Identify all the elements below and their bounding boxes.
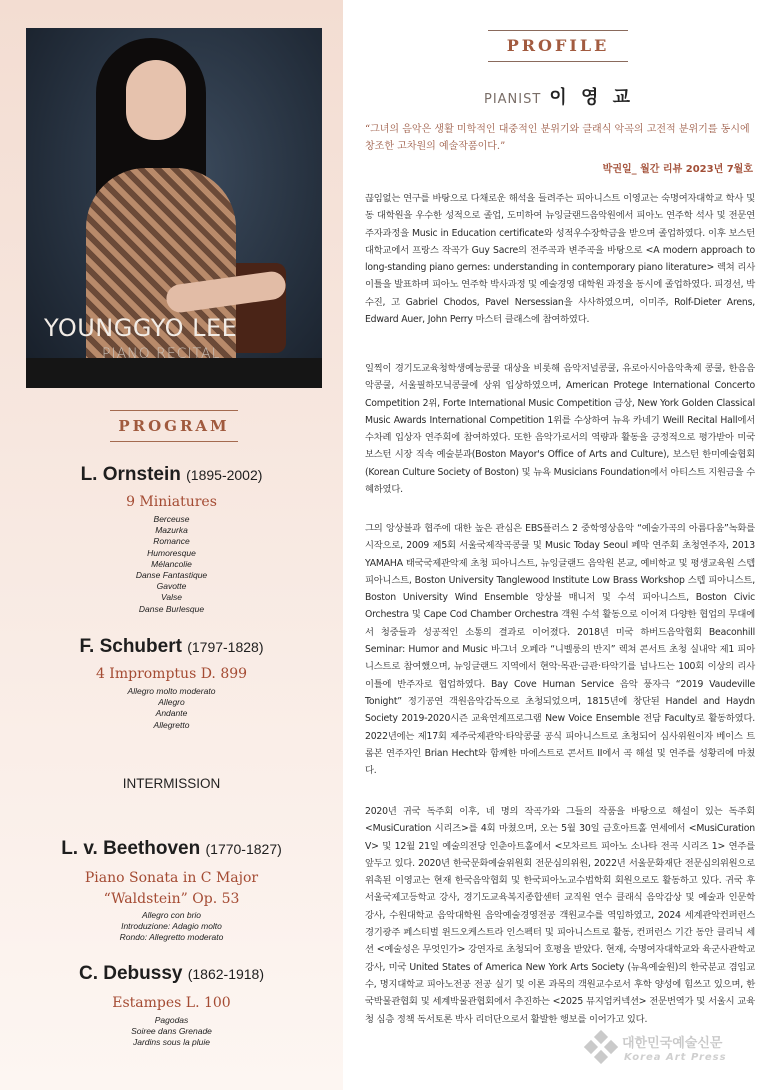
movement: Danse Burlesque [138,603,205,614]
work-title: 9 Miniatures [126,494,217,510]
composer-label: L. v. Beethoven [61,838,201,859]
movement: Rondo: Allegretto moderato [119,932,224,943]
watermark-title: 대한민국예술신문 [622,1036,723,1051]
movement: Mazurka [155,525,188,536]
pianist-name: 이 영 교 [549,87,635,108]
press-logo-icon [584,1030,618,1064]
movement: Soiree dans Grenade [131,1026,212,1037]
program-panel [0,0,343,1090]
composer-years: (1797-1828) [187,639,264,655]
quote-source: 박권일_ 월간 리뷰 2023년 7월호 [602,164,753,175]
composer-years: (1895-2002) [186,467,263,483]
piece-schubert [0,636,343,731]
watermark-subtitle: Korea Art Press [624,1052,727,1063]
piano-shape [26,358,322,388]
piece-beethoven [0,838,343,944]
work-title: 4 Impromptus D. 899 [95,666,248,682]
composer-label: L. Ornstein [80,464,181,485]
bio-paragraph-1: 끊임없는 연구를 바탕으로 다채로운 해석을 들려주는 피아니스트 이영교는 숙명여자대학교 학사 및 동 대학원을 우수한 성적으로 졸업, 도미하여 뉴잉글랜드음악원에서 피아노 연주학 석사 및 전문연주자과정을 Music in Education certificate와 성적우수장학금을 받으며 졸업하였다. 이후 보스턴대학교에서 프랑스 작곡가 Guy Sacre의 전주곡과 변주곡을 바탕으로 <A modern approach to long-standing piano gernes: understanding in contemporary piano literature> 렉쳐 리사이틀을 발표하며 피아노 연주학 박사과정 및 예술경영 대학원 과정을 동시에 졸업하였다. 피경선, 박수진, 고 Gabriel Chodos, Pavel Nersessian을 사사하였으며, 이미주, Rolf-Dieter Arens, Edward Auer, John Perry 마스터 클래스에 참여하였다. [365,193,755,326]
heading-rule [488,61,628,62]
movement: Allegro con brio [141,910,202,920]
profile-panel [343,0,775,1090]
review-quote: “그녀의 음악은 생활 미학적인 대중적인 분위기와 클래식 악곡의 고전적 분위기를 동시에 창조한 고차원의 예술작품이다.” [365,124,750,152]
movement: Allegro molto moderato [127,686,216,696]
press-watermark [584,1024,769,1080]
movement: Berceuse [153,514,190,524]
movement: Allegretto [153,719,190,730]
composer-label: F. Schubert [79,636,182,657]
movement: Andante [155,708,188,719]
composer-years: (1862-1918) [187,966,265,982]
photo-name: YOUNGGYO LEE [44,314,238,342]
profile-heading [488,30,628,62]
composer-label: C. Debussy [78,963,183,984]
program-title: PROGRAM [118,417,230,435]
pianist-label: PIANIST [483,92,542,107]
movement: Pagodas [154,1015,189,1025]
movement: Romance [153,536,190,547]
composer-name [0,963,343,985]
movement: Mélancolie [151,558,192,569]
profile-title: PROFILE [506,36,610,55]
movement-list [0,910,343,944]
work-subtitle: “Waldstein” Op. 53 [103,891,240,907]
bio-paragraph-2: 일찍이 경기도교육청학생예능콩쿨 대상을 비롯해 음악저널콩쿨, 유로아시아음악축제 콩쿨, 한음음악콩쿨, 서울필하모닉콩쿨에 상위 입상하였으며, American Protege International Concerto Competition 2위, Forte International Music Competition 금상, New York Golden Classical Music Awards International Competition 1위를 수상하여 뉴욕 카네기 Weill Recital Hall에서 수차례 입상자 연주회에 참여하였다. 또한 음악가로서의 역량과 활동을 긍정적으로 평가받아 미국 보스턴 시장 직속 예술분과(Boston Mayor's Office of Arts and Culture), 보스턴 한미예술협회(Korean Culture Society of Boston) 및 뉴욕 Musicians Foundation에서 아티스트 지원금을 수혜하였다. [365,363,755,496]
photo-subtitle: PIANO RECITAL [102,346,221,362]
movement: Introduzione: Adagio molto [121,921,222,932]
movement: Danse Fantastique [135,570,208,581]
movement-list [0,514,343,615]
face-shape [126,60,186,140]
program-heading [110,410,238,442]
piece-debussy [0,963,343,1049]
bio-paragraph-3: 그의 앙상블과 협주에 대한 높은 관심은 EBS플러스 2 중학영상음악 “예술가곡의 아름다움”녹화를 시작으로, 2009 제5회 서울국제작곡콩쿨 및 Music Today Seoul 페막 연주회 초청연주자, 2013 YAMAHA 태국국제관악제 초청 피아니스트, 뉴잉글랜드 음악원 본교, 예비학교 및 평생교육원 스텝 피아니스트, Boston University Tanglewood Institute Low Brass Workshop 스텝 피아니스트, Boston University Wind Ensemble 앙상블 매니저 및 수석 피아니스트, Boston Civic Orchestra 및 Cape Cod Chamber Orchestra 객원 수석 활동으로 이어져 다양한 협업의 무대에서 청중들과 성공적인 소통의 결과로 이어졌다. 2018년 미국 하버드음악협회 Beaconhill Seminar: Humor and Music 바그너 오페라 “니벨룽의 반지” 렉쳐 콘서트 초청 실내악 제1 피아니스트로 참여했으며, 뉴잉글랜드 지역에서 현악·목관·금관·타악기를 넘나드는 100회 이상의 리사이틀에 반주자로 협업하였다. Bay Cove Human Service 음악 풍자극 “2019 Vaudeville Tonight” 정기공연 객원음악감독으로 초청되었으며, 1815년에 창단된 Handel and Haydn Society 2019-2020시즌 교육연계프로그램 New Voice Ensemble 전담 Faculty로 활동하였다. 2022년에는 제17회 제주국제관악·타악콩쿨 공식 피아니스트로 초청되어 심사위원이자 베이스 트롬본 연주자인 Brian Hecht와 함께한 마에스트로 콘서트 II에서 곡 해설 및 연주를 성황리에 마쳤다. [365,523,755,777]
composer-name [0,464,343,486]
bio-paragraph-4: 2020년 귀국 독주회 이후, 네 명의 작곡가와 그들의 작품을 바탕으로 해설이 있는 독주회 <MusiCuration 시리즈>를 4회 마쳤으며, 오는 5월 30일 금호아트홀 연세에서 <MusiCuration V> 및 12월 21일 예술의전당 인춘아트홀에서 <모차르트 피아노 소나타 전곡 시리즈 1> 연주를 앞두고 있다. 2020년 한국문화예술위원회 전문심의위원, 2022년 서울문화재단 전문심의위원으로 위촉된 이영교는 현재 한국음악협회 및 한국피아노교수법학회 회원으로도 활동하고 있다. 귀국 후 서울국제고등학교 강사, 경기도교육복지종합센터 교직원 연수 클래식 음악감상 및 예술과 인문학 강사, 수원대학교 음악대학원 음악예술경영전공 객원교수를 역임하였고, 2024 세계관악컨퍼런스 경기광주 페스티벌 윈드오케스트라 인스펙터 및 피아니스트로 활동, 컨퍼런스 기간 동안 클리닉 세션 <예술성은 무엇인가> 강연자로 초청되어 호평을 받았다. 현재, 숙명여자대학교와 육군사관학교 강사, 미국 United States of America New York Arts Society (뉴욕예술원)의 한국분교 겸임교수, 명지대학교 피아노전공 전공 실기 및 이론 과목의 객원교수로서 후학 양성에 힘쓰고 있으며, 한국박물관협회 및 세계박물관협회에서 추진하는 <2025 뮤지엄커넥션> 전문번역가 및 서울시 교육청 심층 정책 독서토론 박사 리더단으로서 활발한 행보를 이어가고 있다. [365,806,755,1025]
movement-list [0,1015,343,1049]
work-title: Estampes L. 100 [112,995,231,1011]
movement-list [0,686,343,731]
movement: Jardins sous la pluie [132,1037,210,1048]
intermission: INTERMISSION [122,776,221,791]
composer-name [0,636,343,658]
pianist-title [343,83,775,109]
movement: Allegro [158,697,185,708]
movement: Valse [161,592,182,603]
composer-years: (1770-1827) [205,841,282,857]
composer-name [0,838,343,860]
work-title: Piano Sonata in C Major [84,870,259,886]
heading-rule [110,441,238,442]
pianist-photo [26,28,322,388]
piece-ornstein [0,464,343,615]
movement: Gavotte [156,581,187,592]
movement: Humoresque [147,547,196,558]
